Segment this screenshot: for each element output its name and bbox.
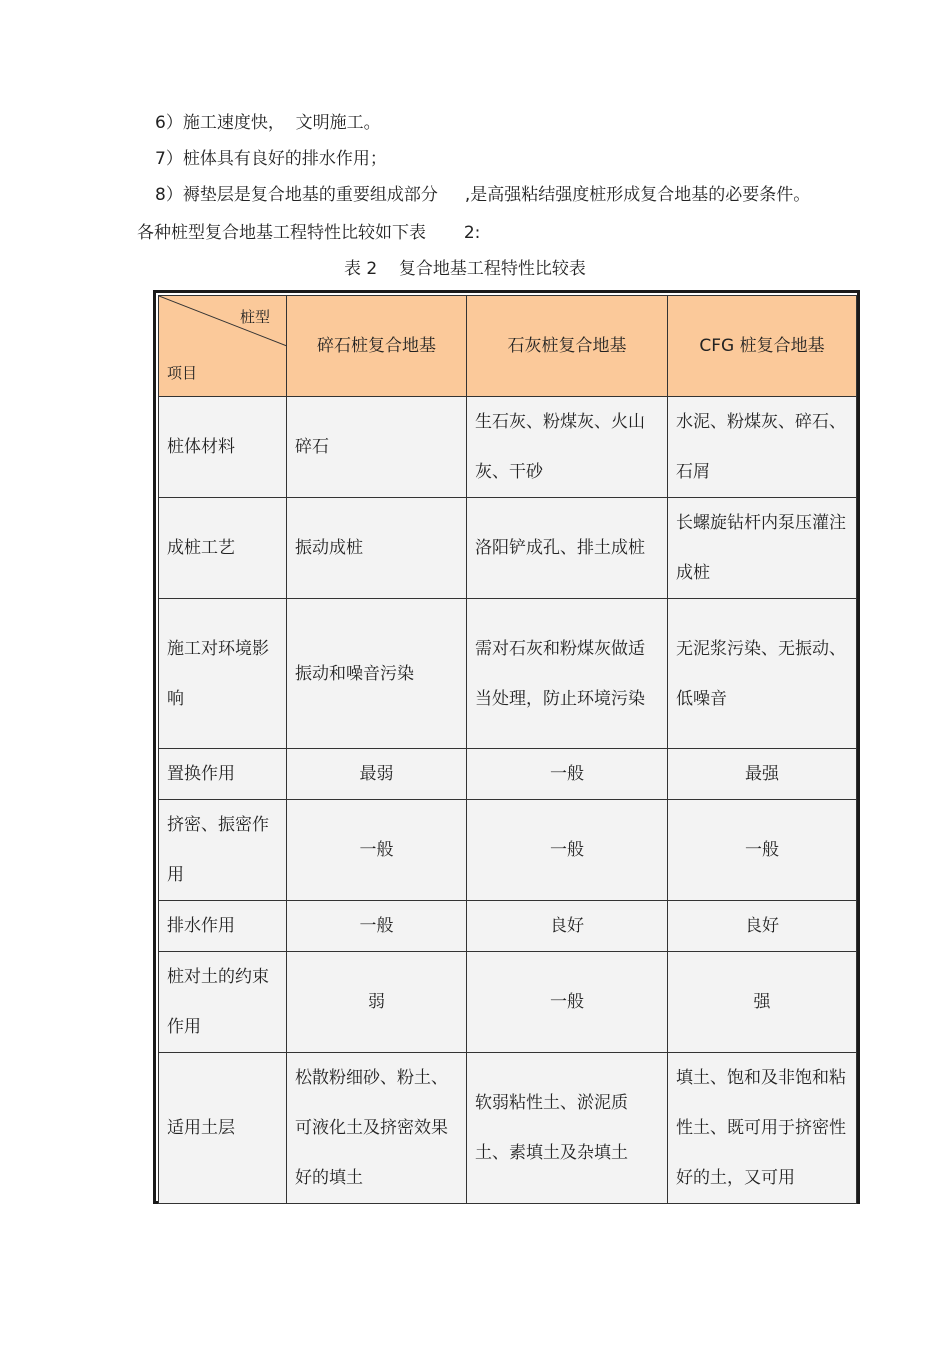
row-label: 施工对环境影响 xyxy=(159,599,287,749)
paragraph-6: 6）施工速度快， 文明施工。 xyxy=(155,113,381,133)
table-row xyxy=(159,397,857,498)
table-cell: 弱 xyxy=(287,952,467,1053)
table-cell: 最弱 xyxy=(287,749,467,800)
column-header: 碎石桩复合地基 xyxy=(287,296,467,397)
table-row xyxy=(159,901,857,952)
table-cell: 最强 xyxy=(668,749,857,800)
table-cell: 振动和噪音污染 xyxy=(287,599,467,749)
row-label: 排水作用 xyxy=(159,901,287,952)
table-cell: 一般 xyxy=(467,800,668,901)
table-cell: 水泥、粉煤灰、碎石、石屑 xyxy=(668,397,857,498)
table-cell: 洛阳铲成孔、排土成桩 xyxy=(467,498,668,599)
table-cell: 软弱粘性土、淤泥质土、素填土及杂填土 xyxy=(467,1053,668,1204)
table-cell: 碎石 xyxy=(287,397,467,498)
table-intro: 各种桩型复合地基工程特性比较如下表 2: xyxy=(137,223,481,243)
table-caption: 表 2 复合地基工程特性比较表 xyxy=(344,259,586,279)
diag-header-item: 项目 xyxy=(167,364,198,382)
paragraph-8: 8）褥垫层是复合地基的重要组成部分 ,是高强粘结强度桩形成复合地基的必要条件。 xyxy=(155,185,811,205)
table-cell: 填土、饱和及非饱和粘性土、既可用于挤密性好的土，又可用 xyxy=(668,1053,857,1204)
table-cell: 生石灰、粉煤灰、火山灰、干砂 xyxy=(467,397,668,498)
table-row xyxy=(159,952,857,1053)
table-cell: 一般 xyxy=(467,749,668,800)
table-cell: 一般 xyxy=(668,800,857,901)
row-label: 置换作用 xyxy=(159,749,287,800)
table-row xyxy=(159,498,857,599)
table-cell: 长螺旋钻杆内泵压灌注成桩 xyxy=(668,498,857,599)
row-label: 桩对土的约束作用 xyxy=(159,952,287,1053)
table-cell: 良好 xyxy=(467,901,668,952)
row-label: 桩体材料 xyxy=(159,397,287,498)
column-header: 石灰桩复合地基 xyxy=(467,296,668,397)
paragraph-7: 7）桩体具有良好的排水作用； xyxy=(155,149,387,169)
table-cell: 松散粉细砂、粉土、可液化土及挤密效果好的填土 xyxy=(287,1053,467,1204)
row-label: 挤密、振密作用 xyxy=(159,800,287,901)
table-cell: 无泥浆污染、无振动、低噪音 xyxy=(668,599,857,749)
table-row xyxy=(159,749,857,800)
row-label: 适用土层 xyxy=(159,1053,287,1204)
table-cell: 良好 xyxy=(668,901,857,952)
table-row xyxy=(159,1053,857,1204)
table-cell: 一般 xyxy=(287,901,467,952)
table-row xyxy=(159,599,857,749)
diagonal-header-cell xyxy=(159,296,287,397)
table-row xyxy=(159,800,857,901)
table-cell: 振动成桩 xyxy=(287,498,467,599)
table-cell: 强 xyxy=(668,952,857,1053)
diag-header-pile-type: 桩型 xyxy=(239,308,270,326)
table-cell: 一般 xyxy=(467,952,668,1053)
column-header: CFG 桩复合地基 xyxy=(668,296,857,397)
table-cell: 一般 xyxy=(287,800,467,901)
comparison-table xyxy=(153,290,860,1204)
table-cell: 需对石灰和粉煤灰做适当处理，防止环境污染 xyxy=(467,599,668,749)
row-label: 成桩工艺 xyxy=(159,498,287,599)
table-header-row xyxy=(159,296,857,397)
